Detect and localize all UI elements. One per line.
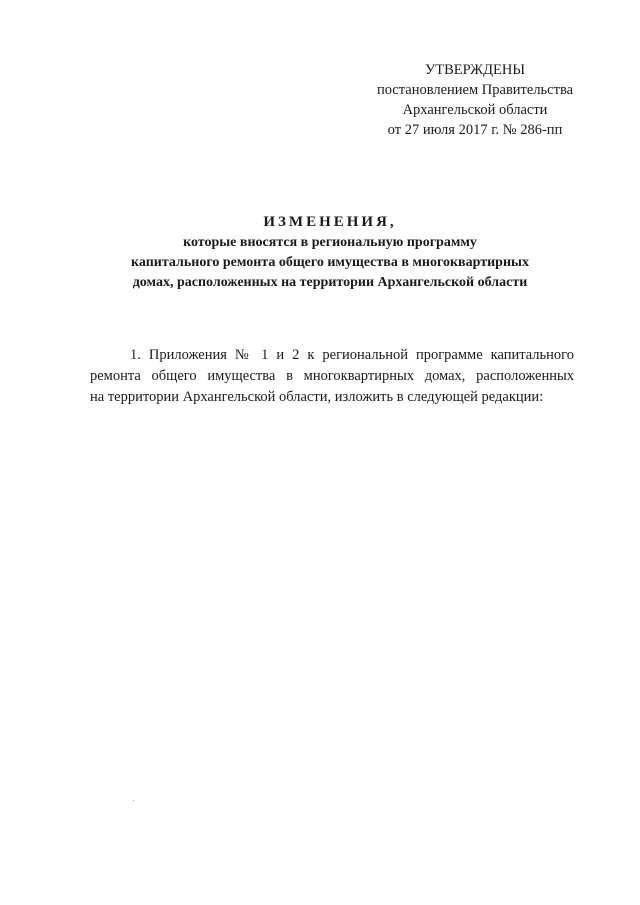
approval-line: Архангельской области (402, 102, 548, 118)
paragraph-line: на территории Архангельской области, изложить в следующей редакции: (90, 389, 544, 405)
body-paragraph (90, 345, 574, 408)
paragraph-line: ремонта общего имущества в многоквартирных домах, расположенных (90, 368, 574, 384)
document-heading (80, 212, 580, 293)
scan-speck (133, 800, 134, 801)
approval-line: постановлением Правительства (376, 82, 574, 98)
approval-stamp (360, 60, 590, 140)
document-title: ИЗМЕНЕНИЯ, (263, 214, 397, 230)
heading-line: домах, расположенных на территории Архангельской области (132, 275, 528, 290)
approval-date-line: от 27 июля 2017 г. № 286-пп (387, 122, 563, 138)
heading-line: которые вносятся в региональную программу (183, 235, 477, 250)
approval-line: УТВЕРЖДЕНЫ (424, 62, 526, 78)
heading-line: капитального ремонта общего имущества в многоквартирных (131, 255, 529, 270)
paragraph-line: 1. Приложения № 1 и 2 к региональной программе капитального (130, 347, 574, 363)
